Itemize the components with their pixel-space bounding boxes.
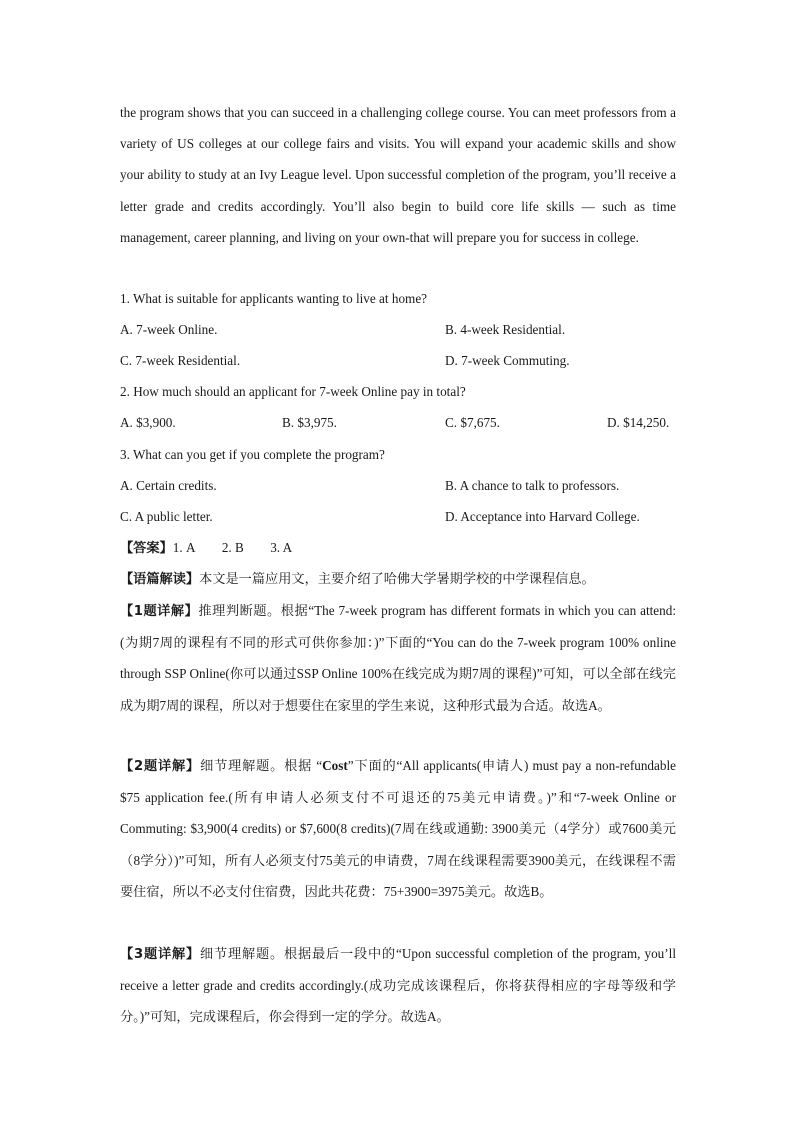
- question-3-option-d: D. Acceptance into Harvard College.: [445, 509, 640, 524]
- answer-line: [120, 538, 292, 559]
- question-2-stem: 2. How much should an applicant for 7-week Online pay in total?: [120, 384, 466, 399]
- explanation-1: [120, 595, 676, 721]
- question-3-option-b: B. A chance to talk to professors.: [445, 478, 620, 493]
- explanation-2: [120, 750, 676, 907]
- explanation-3: [120, 938, 676, 1033]
- question-1-option-b: B. 4-week Residential.: [445, 322, 566, 337]
- question-2-option-c: C. $7,675.: [445, 415, 500, 430]
- reading-line: [120, 569, 595, 590]
- question-1-stem: 1. What is suitable for applicants wanting to live at home?: [120, 291, 428, 306]
- answer-text: 1. A 2. B 3. A: [172, 540, 293, 555]
- reading-label: 【语篇解读】: [120, 572, 200, 587]
- explanation-2-bold-word: Cost: [322, 758, 348, 773]
- explanation-2-label: 【2题详解】: [120, 759, 201, 774]
- answer-label: 【答案】: [120, 541, 173, 556]
- question-2-option-a: A. $3,900.: [120, 415, 176, 430]
- explanation-2-text-before: 细节理解题。根据 “: [200, 758, 323, 773]
- question-3-option-a: A. Certain credits.: [120, 478, 217, 493]
- question-3-option-c: C. A public letter.: [120, 509, 213, 524]
- question-1-option-d: D. 7-week Commuting.: [445, 353, 570, 368]
- question-1-option-c: C. 7-week Residential.: [120, 353, 241, 368]
- question-2-option-b: B. $3,975.: [282, 415, 337, 430]
- question-2-option-d: D. $14,250.: [607, 415, 670, 430]
- explanation-3-label: 【3题详解】: [120, 947, 201, 962]
- explanation-1-label: 【1题详解】: [120, 604, 199, 619]
- explanation-2-text-after: ”下面的“All applicants(申请人) must pay a non-refundable $75 application fee.(所有申请人必须支付不可退还的75美元申请费。)”和“7-week Online or Commuting: $3,900(4 credits) or $7,600(8 credits)(7周在线或通勤: 3900美元（4学分）或7600美元（8学分）)”可知，所有人必须支付75美元的申请费，7周在线课程需要3900美元，在线课程不需要住宿，所以不必支付住宿费，因此共花费：75+3900=3975美元。故选B。: [120, 758, 676, 899]
- passage-paragraph: the program shows that you can succeed in a challenging college course. You can meet professors from a variety of US colleges at our college fairs and visits. You will expand your academic skills and show your ability to study at an Ivy League level. Upon successful completion of the program, you’ll receive a letter grade and credits accordingly. You’ll also begin to build core life skills — such as time management, career planning, and living on your own-that will prepare you for success in college.: [120, 105, 676, 245]
- explanation-3-text: 细节理解题。根据最后一段中的“Upon successful completion of the program, you’ll receive a letter grade and credits accordingly.(成功完成该课程后，你将获得相应的字母等级和学分。)”可知，完成课程后，你会得到一定的学分。故选A。: [120, 946, 676, 1025]
- question-1-option-a: A. 7-week Online.: [120, 322, 218, 337]
- explanation-1-text: 推理判断题。根据“The 7-week program has different formats in which you can attend:(为期7周的课程有不同的形式可供你参加：)”下面的“You can do the 7-week program 100% online through SSP Online(你可以通过SSP Online 100%在线完成为期7周的课程)”可知，可以全部在线完成为期7周的课程，所以对于想要住在家里的学生来说，这种形式最为合适。故选A。: [120, 603, 676, 713]
- question-3-stem: 3. What can you get if you complete the program?: [120, 447, 385, 462]
- reading-text: 本文是一篇应用文，主要介绍了哈佛大学暑期学校的中学课程信息。: [199, 572, 595, 587]
